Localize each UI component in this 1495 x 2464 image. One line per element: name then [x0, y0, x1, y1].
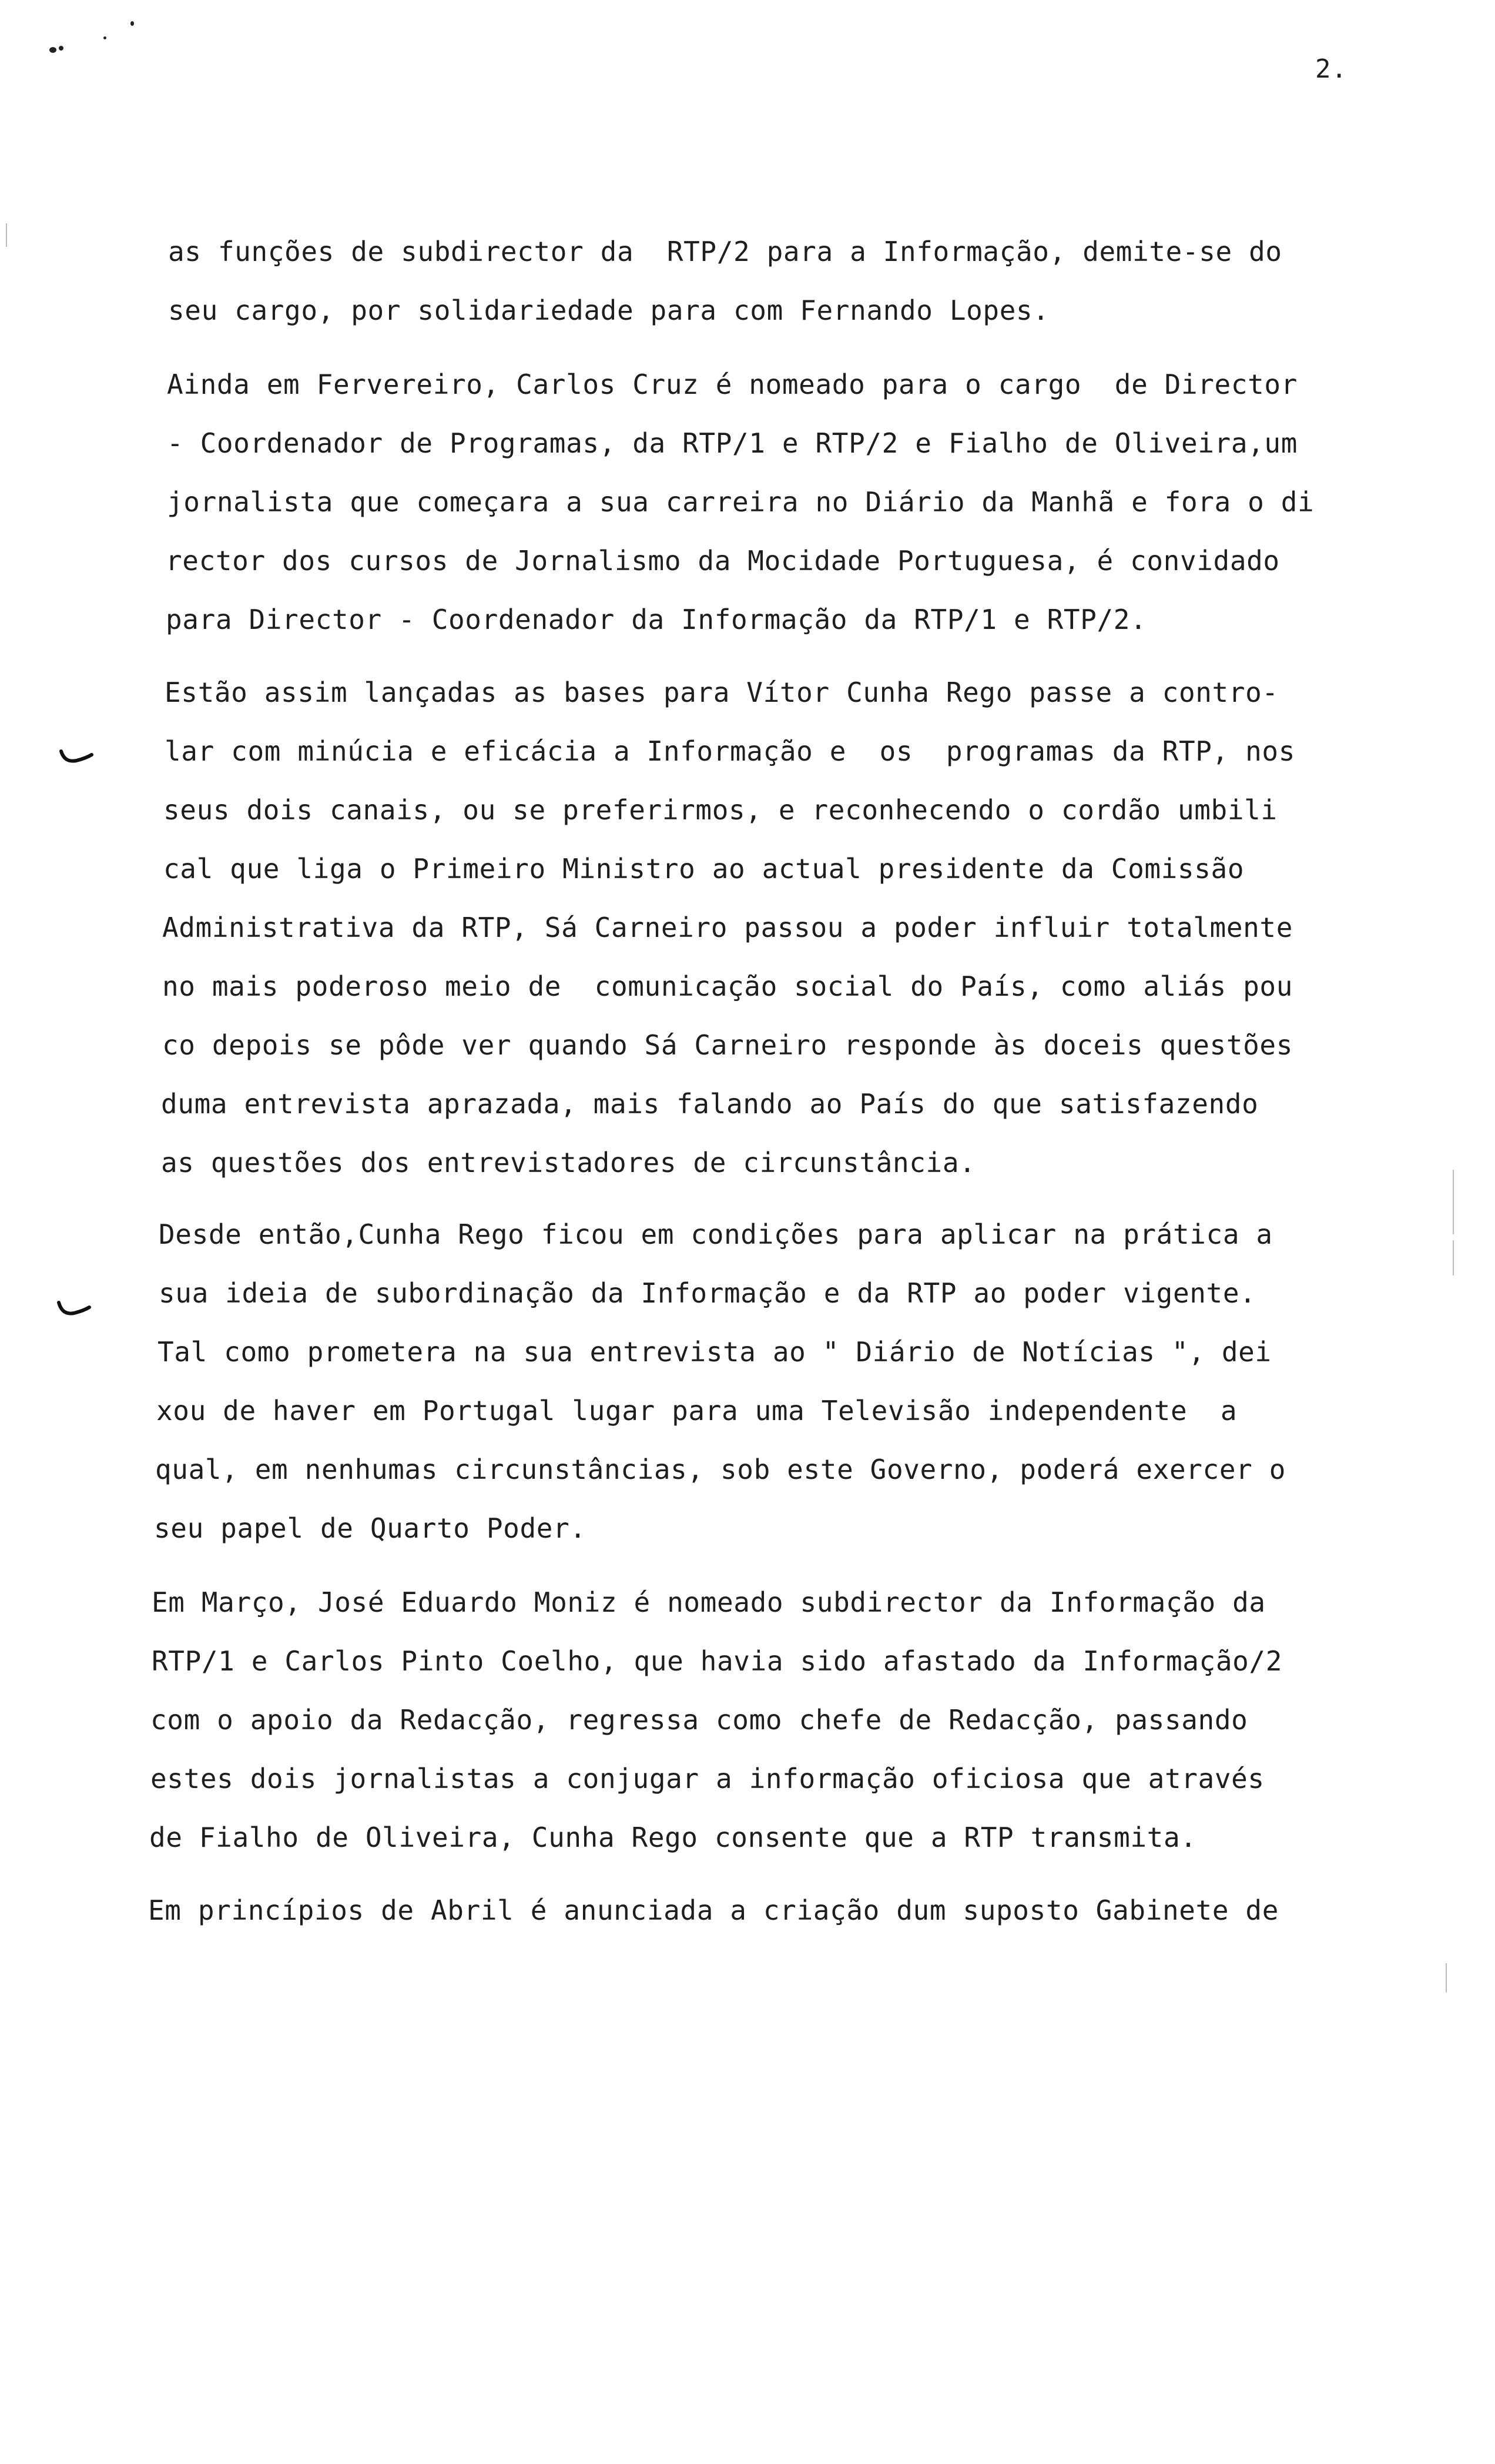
text-line: xou de haver em Portugal lugar para uma Televisão independente a	[156, 1395, 1238, 1427]
text-line: Estão assim lançadas as bases para Vítor Cunha Rego passe a contro-	[165, 677, 1279, 708]
text-line: RTP/1 e Carlos Pinto Coelho, que havia sido afastado da Informação/2	[152, 1645, 1283, 1677]
text-line: de Fialho de Oliveira, Cunha Rego consente que a RTP transmita.	[149, 1822, 1197, 1853]
text-line: com o apoio da Redacção, regressa como chefe de Redacção, passando	[150, 1704, 1248, 1736]
text-line: no mais poderoso meio de comunicação social do País, como aliás pou	[162, 970, 1293, 1002]
text-line: lar com minúcia e eficácia a Informação e os programas da RTP, nos	[165, 735, 1296, 767]
text-line: cal que liga o Primeiro Ministro ao actual presidente da Comissão	[163, 853, 1245, 885]
page-number: 2.	[1315, 54, 1347, 84]
text-line: duma entrevista aprazada, mais falando ao País do que satisfazendo	[161, 1088, 1259, 1120]
ink-speck	[130, 21, 134, 26]
text-line: Em princípios de Abril é anunciada a criação dum suposto Gabinete de	[148, 1894, 1279, 1926]
text-line: Em Março, José Eduardo Moniz é nomeado subdirector da Informação da	[152, 1586, 1266, 1618]
text-line: Desde então,Cunha Rego ficou em condições para aplicar na prática a	[159, 1218, 1273, 1250]
text-line: seu cargo, por solidariedade para com Fernando Lopes.	[168, 294, 1050, 326]
text-line: seu papel de Quarto Poder.	[154, 1512, 586, 1544]
text-line: as questões dos entrevistadores de circunstância.	[161, 1147, 976, 1179]
ink-speck	[103, 36, 106, 39]
text-line: Tal como prometera na sua entrevista ao " Diário de Notícias ", dei	[157, 1336, 1272, 1368]
scan-artifact	[1446, 1963, 1447, 1993]
text-line: - Coordenador de Programas, da RTP/1 e RTP/2 e Fialho de Oliveira,um	[167, 427, 1298, 459]
scan-artifact	[1453, 1170, 1454, 1234]
text-line: co depois se pôde ver quando Sá Carneiro responde às doceis questões	[162, 1029, 1293, 1061]
scan-artifact	[6, 223, 7, 247]
text-line: rector dos cursos de Jornalismo da Mocidade Portuguesa, é convidado	[166, 545, 1280, 577]
text-line: as funções de subdirector da RTP/2 para a Informação, demite-se do	[168, 236, 1282, 267]
text-line: sua ideia de subordinação da Informação e da RTP ao poder vigente.	[159, 1277, 1256, 1309]
ink-speck	[49, 47, 56, 53]
text-line: jornalista que começara a sua carreira no Diário da Manhã e fora o di	[167, 486, 1315, 518]
margin-check-mark	[56, 1299, 92, 1323]
text-line: Administrativa da RTP, Sá Carneiro passou a poder influir totalmente	[162, 912, 1293, 943]
scan-artifact	[1453, 1240, 1454, 1275]
ink-speck	[59, 46, 63, 51]
margin-check-mark	[59, 746, 94, 770]
text-line: para Director - Coordenador da Informação da RTP/1 e RTP/2.	[166, 604, 1147, 635]
text-line: qual, em nenhumas circunstâncias, sob este Governo, poderá exercer o	[155, 1454, 1286, 1485]
text-line: Ainda em Fervereiro, Carlos Cruz é nomeado para o cargo de Director	[167, 369, 1298, 400]
text-line: estes dois jornalistas a conjugar a informação oficiosa que através	[150, 1763, 1265, 1795]
text-line: seus dois canais, ou se preferirmos, e reconhecendo o cordão umbili	[163, 794, 1278, 826]
